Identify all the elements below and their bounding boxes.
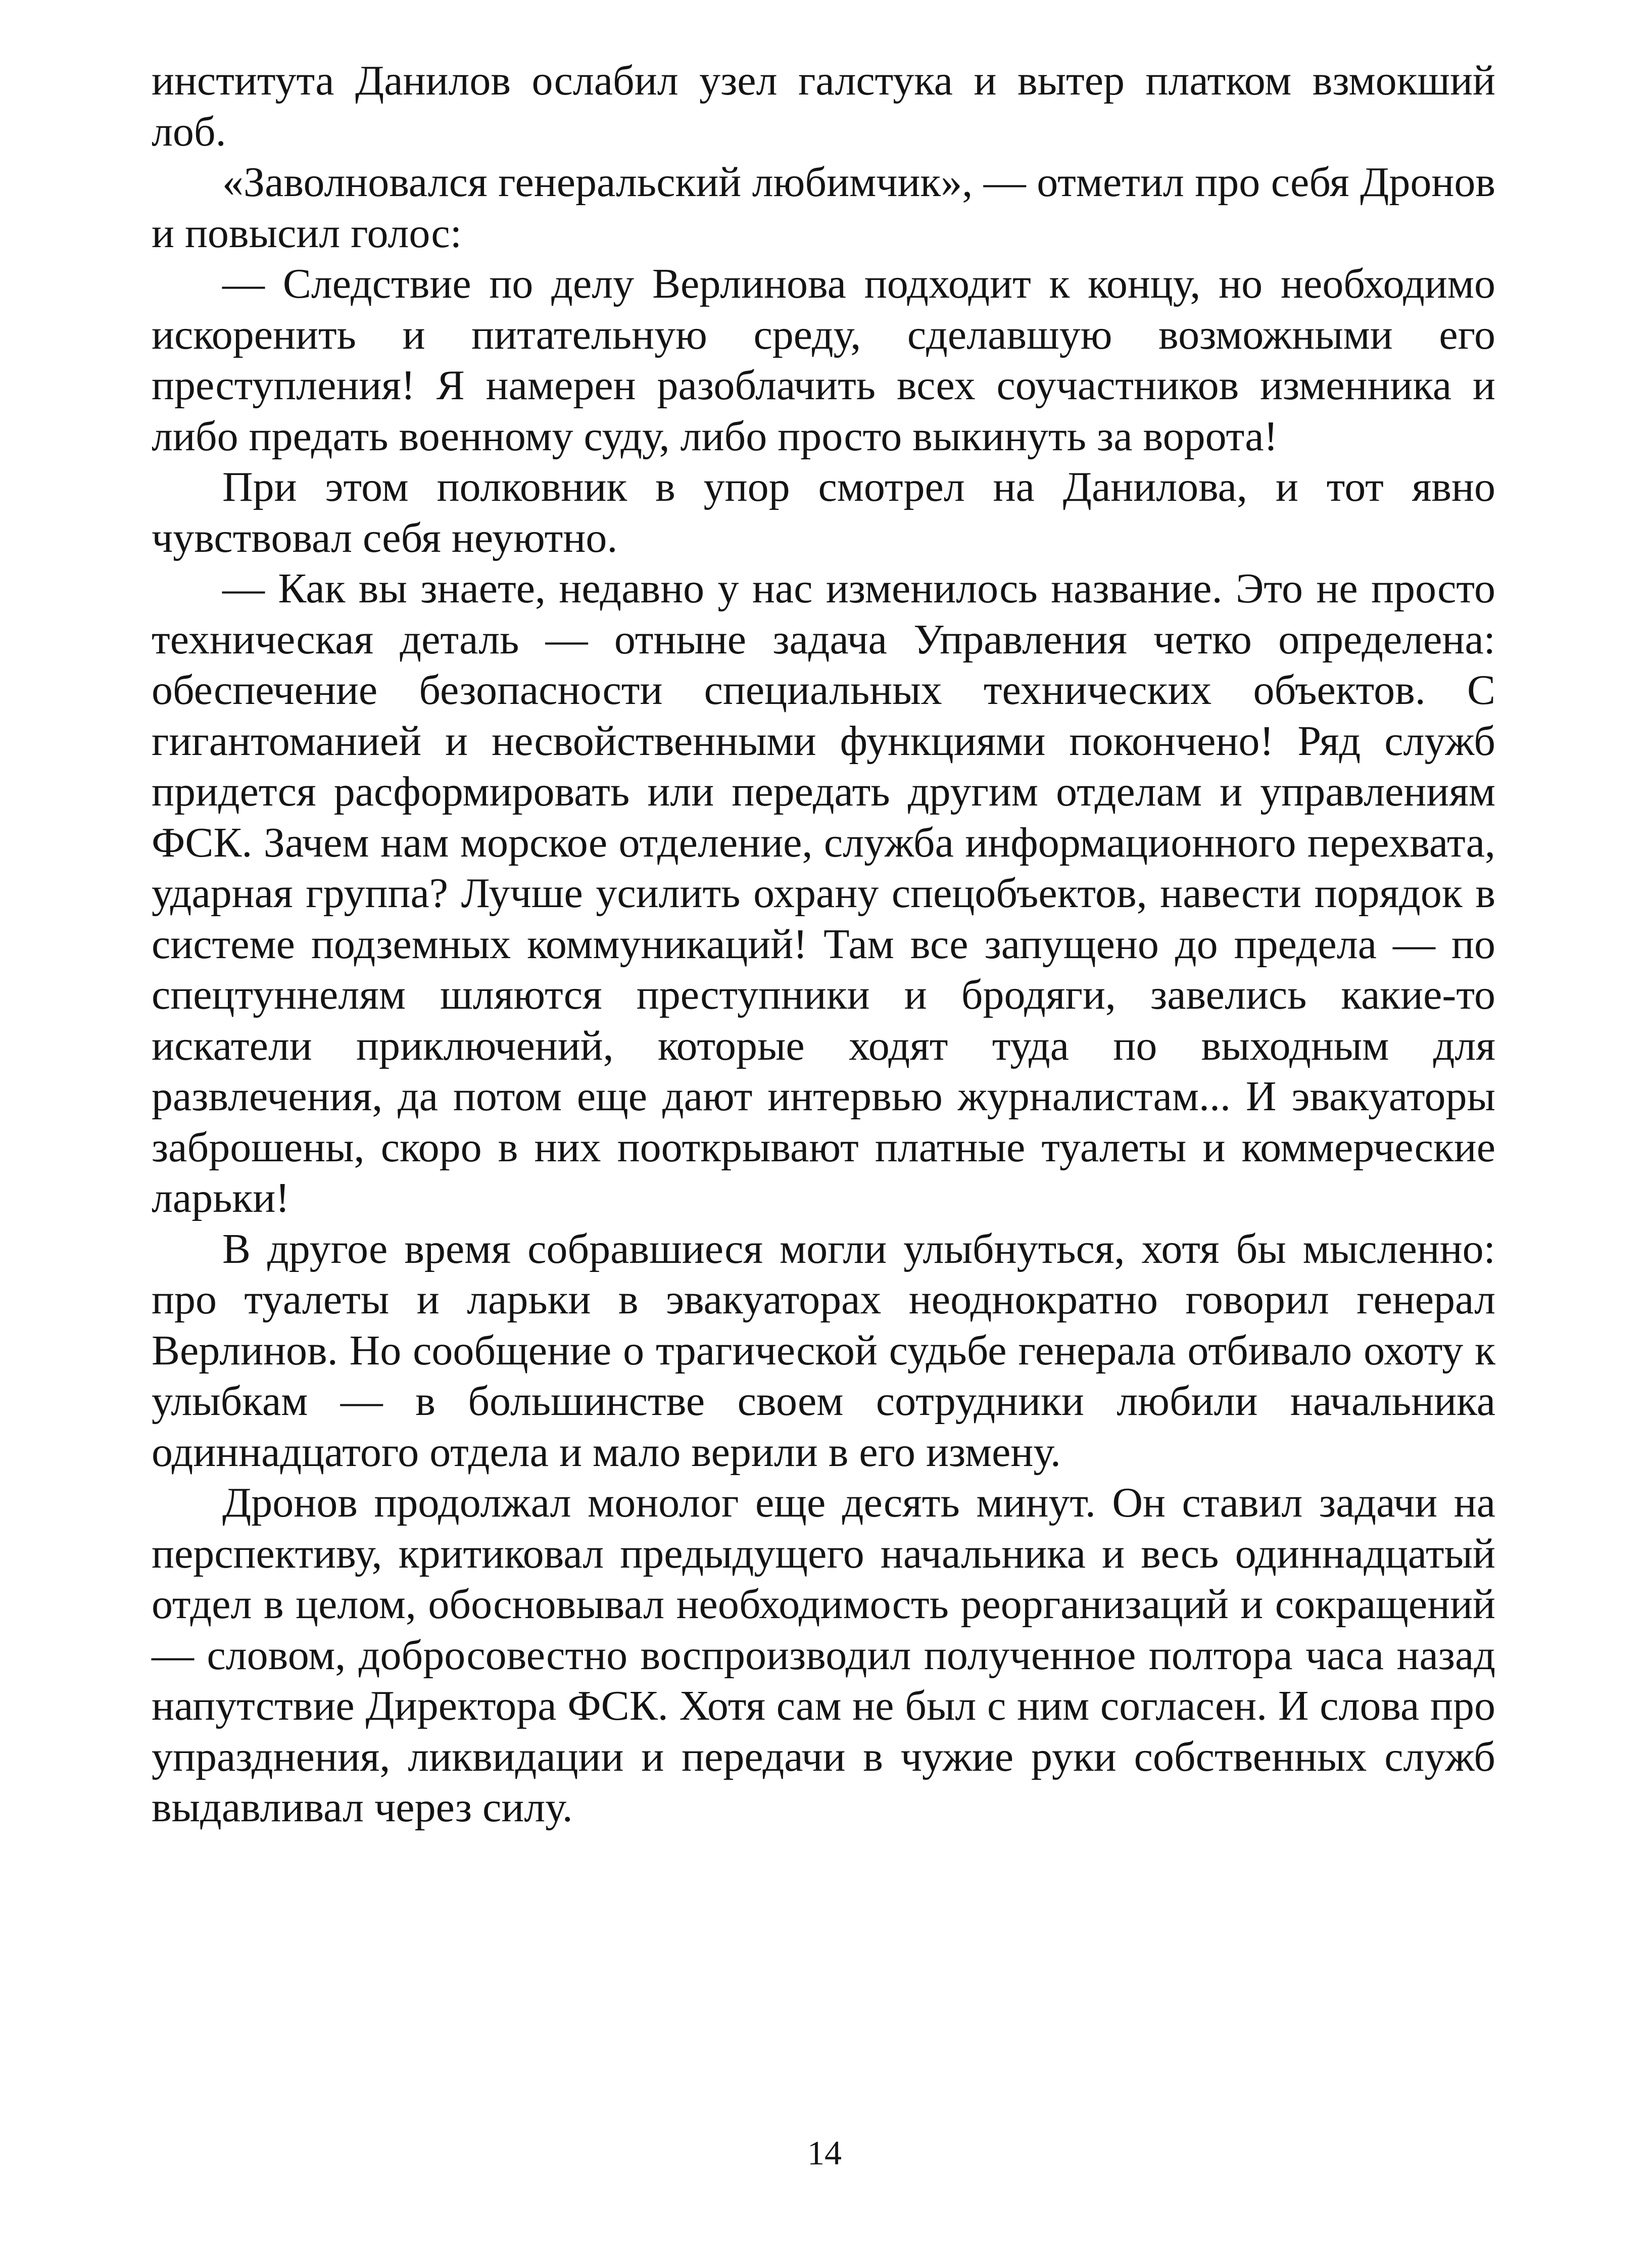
page-body	[152, 56, 1495, 1833]
paragraph-5: — Как вы знаете, недавно у нас изменилось название. Это не просто техническая деталь — отныне задача Управления четко определена: обеспечение безопасности специальных технических объектов. С гигантоманией и несвойственными функциями покончено! Ряд служб придется расформировать или передать другим отделам и управлениям ФСК. Зачем нам морское отделение, служба информационного перехвата, ударная группа? Лучше усилить охрану спецобъектов, навести порядок в системе подземных коммуникаций! Там все запущено до предела — по спецтуннелям шляются преступники и бродяги, завелись какие-то искатели приключений, которые ходят туда по выходным для развлечения, да потом еще дают интервью журналистам... И эвакуаторы заброшены, скоро в них пооткрывают платные туалеты и коммерческие ларьки!	[152, 565, 1495, 1221]
paragraph-6: В другое время собравшиеся могли улыбнуться, хотя бы мысленно: про туалеты и ларьки в эвакуаторах неоднократно говорил генерал Верлинов. Но сообщение о трагической судьбе генерала отбивало охоту к улыбкам — в большинстве своем сотрудники любили начальника одиннадцатого отдела и мало верили в его измену.	[152, 1225, 1495, 1476]
paragraph-2: «Заволновался генеральский любимчик», — отметил про себя Дронов и повысил голос:	[152, 159, 1495, 257]
paragraph-3: — Следствие по делу Верлинова подходит к концу, но необходимо искоренить и питательную среду, сделавшую возможными его преступления! Я намерен разоблачить всех соучастников изменника и либо предать военному суду, либо просто выкинуть за ворота!	[152, 260, 1495, 460]
paragraph-7: Дронов продолжал монолог еще десять минут. Он ставил задачи на перспективу, критиковал предыдущего начальника и весь одиннадцатый отдел в целом, обосновывал необходимость реорганизаций и сокращений — словом, добросовестно воспроизводил полученное полтора часа назад напутствие Директора ФСК. Хотя сам не был с ним согласен. И слова про упразднения, ликвидации и передачи в чужие руки собственных служб выдавливал через силу.	[152, 1479, 1495, 1831]
page-number: 14	[807, 2134, 842, 2172]
paragraph-4: При этом полковник в упор смотрел на Данилова, и тот явно чувствовал себя неуютно.	[152, 463, 1495, 561]
paragraph-1: института Данилов ослабил узел галстука и вытер платком взмокший лоб.	[152, 57, 1495, 155]
